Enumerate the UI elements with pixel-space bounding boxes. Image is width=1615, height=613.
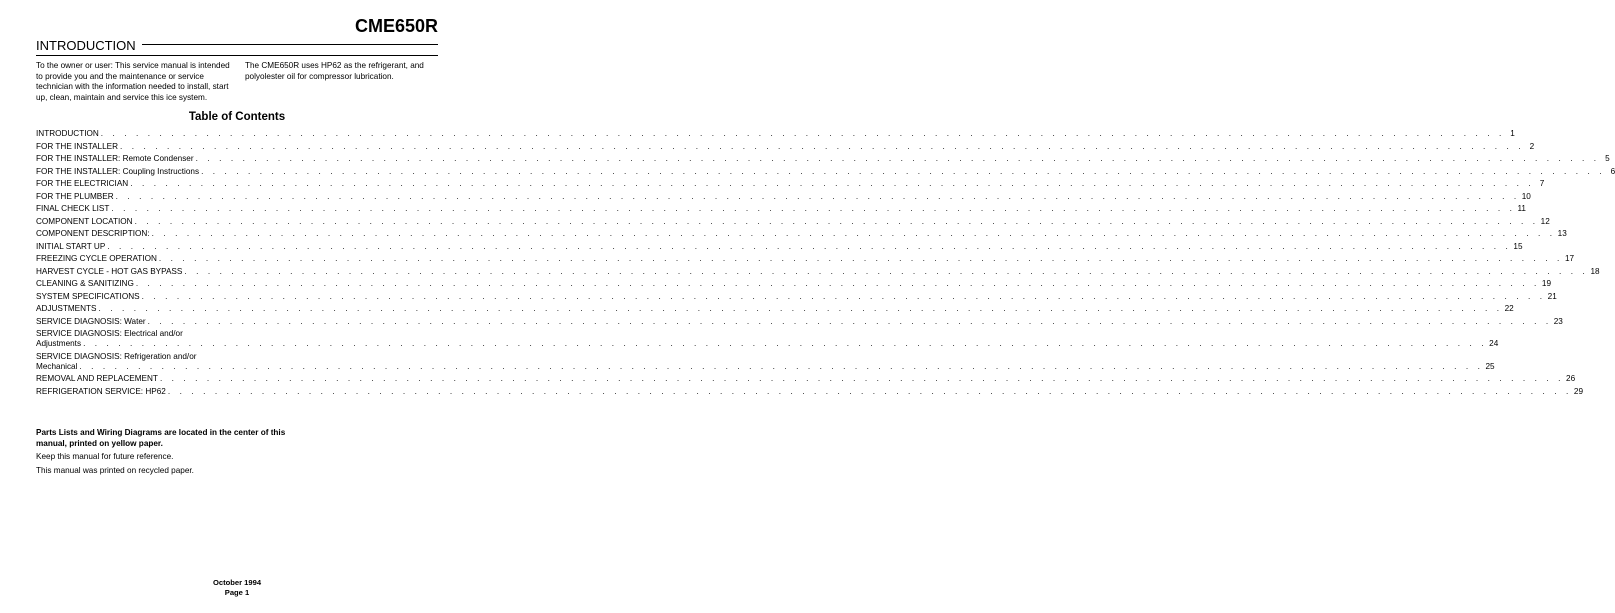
- toc-entry-label: HARVEST CYCLE - HOT GAS BYPASS: [36, 266, 183, 276]
- page-number: Page 1: [224, 587, 250, 597]
- toc-entry-page: 10: [1521, 191, 1531, 201]
- toc-entry: [36, 266, 1600, 279]
- toc-entry-label: SERVICE DIAGNOSIS: Water: [36, 316, 146, 326]
- toc-entry-label: FOR THE INSTALLER: Coupling Instructions: [36, 166, 200, 176]
- toc-entry: [36, 373, 1576, 386]
- parts-lists-note: Parts Lists and Wiring Diagrams are located in the center of this manual, printed on yellow paper.: [36, 428, 286, 448]
- toc-leader-dots: . . . . . . . . . . . . . . . . . . . . . . . . . . . . . . . . . . . . . . . . . . . . . . . . . . . . . . . . . . . . . . . . . . . . . . . . . . . . . . . . . . . . . . . . . . . . . . . . . . . . . . . . . . . . . . . . . . . . . . . .: [167, 386, 1572, 396]
- toc-entry-label: FOR THE INSTALLER: [36, 141, 119, 151]
- toc-entry: [36, 386, 1584, 399]
- toc-leader-dots: . . . . . . . . . . . . . . . . . . . . . . . . . . . . . . . . . . . . . . . . . . . . . . . . . . . . . . . . . . . . . . . . . . . . . . . . . . . . . . . . . . . . . . . . . . . . . . . . . . . . . . . . . . . . . . . . . . . . . . . .: [159, 374, 1565, 384]
- toc-leader-dots: . . . . . . . . . . . . . . . . . . . . . . . . . . . . . . . . . . . . . . . . . . . . . . . . . . . . . . . . . . . . . . . . . . . . . . . . . . . . . . . . . . . . . . . . . . . . . . . . . . . . . . . . . . . . . . . . . . . . . . . .: [195, 154, 1600, 164]
- toc-leader-dots: . . . . . . . . . . . . . . . . . . . . . . . . . . . . . . . . . . . . . . . . . . . . . . . . . . . . . . . . . . . . . . . . . . . . . . . . . . . . . . . . . . . . . . . . . . . . . . . . . . . . . . . . . . . . . . . . . . . . . . . .: [184, 266, 1589, 276]
- footer: [0, 578, 474, 597]
- toc-entry: [36, 316, 1563, 329]
- toc-entry-page: 11: [1517, 204, 1526, 214]
- recycled-paper-note: This manual was printed on recycled paper.: [36, 465, 194, 475]
- toc-leader-dots: . . . . . . . . . . . . . . . . . . . . . . . . . . . . . . . . . . . . . . . . . . . . . . . . . . . . . . . . . . . . . . . . . . . . . . . . . . . . . . . . . . . . . . . . . . . . . . . . . . . . . . . . . . . . . . . . . . . . . . . .: [134, 216, 1539, 226]
- toc-leader-dots: . . . . . . . . . . . . . . . . . . . . . . . . . . . . . . . . . . . . . . . . . . . . . . . . . . . . . . . . . . . . . . . . . . . . . . . . . . . . . . . . . . . . . . . . . . . . . . . . . . . . . . . . . . . . . . . . . . . . . . . .: [79, 361, 1484, 371]
- toc-leader-dots: . . . . . . . . . . . . . . . . . . . . . . . . . . . . . . . . . . . . . . . . . . . . . . . . . . . . . . . . . . . . . . . . . . . . . . . . . . . . . . . . . . . . . . . . . . . . . . . . . . . . . . . . . . . . . . . . . . . . . . . .: [120, 141, 1525, 151]
- toc-leader-dots: . . . . . . . . . . . . . . . . . . . . . . . . . . . . . . . . . . . . . . . . . . . . . . . . . . . . . . . . . . . . . . . . . . . . . . . . . . . . . . . . . . . . . . . . . . . . . . . . . . . . . . . . . . . . . . . . . . . . . . . .: [135, 279, 1540, 289]
- toc-entry: [36, 278, 1551, 291]
- toc-entry: [36, 241, 1523, 254]
- toc-entry-page: 17: [1564, 254, 1575, 264]
- toc-entry-page: 6: [1610, 166, 1615, 176]
- toc-leader-dots: . . . . . . . . . . . . . . . . . . . . . . . . . . . . . . . . . . . . . . . . . . . . . . . . . . . . . . . . . . . . . . . . . . . . . . . . . . . . . . . . . . . . . . . . . . . . . . . . . . . . . . . . . . . . . . . . . . . . . . . .: [83, 339, 1488, 349]
- toc-entry: [36, 178, 1545, 191]
- toc-entry-label: INITIAL START UP: [36, 241, 106, 251]
- toc-entry-page: 5: [1605, 154, 1610, 164]
- notes: [36, 428, 286, 479]
- toc-entry-line: [36, 361, 1495, 372]
- toc-entry-page: 22: [1504, 304, 1514, 314]
- toc-entry-label: FOR THE PLUMBER: [36, 191, 114, 201]
- toc-leader-dots: . . . . . . . . . . . . . . . . . . . . . . . . . . . . . . . . . . . . . . . . . . . . . . . . . . . . . . . . . . . . . . . . . . . . . . . . . . . . . . . . . . . . . . . . . . . . . . . . . . . . . . . . . . . . . . . . . . . . . . . .: [201, 166, 1606, 176]
- keep-manual-note: Keep this manual for future reference.: [36, 452, 174, 461]
- toc-entry-page: 21: [1547, 291, 1557, 301]
- toc-leader-dots: . . . . . . . . . . . . . . . . . . . . . . . . . . . . . . . . . . . . . . . . . . . . . . . . . . . . . . . . . . . . . . . . . . . . . . . . . . . . . . . . . . . . . . . . . . . . . . . . . . . . . . . . . . . . . . . . . . . . . . . .: [151, 229, 1556, 239]
- toc-entry-label: FINAL CHECK LIST: [36, 204, 110, 214]
- toc-entry-line: [36, 339, 1499, 349]
- toc-entry-label: ADJUSTMENTS: [36, 304, 97, 314]
- toc-entry-label: FREEZING CYCLE OPERATION: [36, 254, 157, 264]
- toc-entry-label: REFRIGERATION SERVICE: HP62: [36, 386, 166, 396]
- toc-entry-label: REMOVAL AND REPLACEMENT: [36, 374, 158, 384]
- toc-entry-label: CLEANING & SANITIZING: [36, 279, 134, 289]
- toc-entry-page: 1: [1510, 129, 1515, 139]
- toc-entry: [36, 253, 1575, 266]
- toc-entry-page: 26: [1566, 374, 1576, 384]
- toc-entry-page: 13: [1557, 229, 1567, 239]
- toc-leader-dots: . . . . . . . . . . . . . . . . . . . . . . . . . . . . . . . . . . . . . . . . . . . . . . . . . . . . . . . . . . . . . . . . . . . . . . . . . . . . . . . . . . . . . . . . . . . . . . . . . . . . . . . . . . . . . . . . . . . . . . . .: [158, 254, 1563, 264]
- section-title: INTRODUCTION: [36, 38, 142, 53]
- toc-entry-page: 23: [1553, 316, 1563, 326]
- toc-entry-page: 24: [1489, 339, 1499, 349]
- table-of-contents: [36, 128, 1615, 398]
- toc-entry-label: SYSTEM SPECIFICATIONS: [36, 291, 140, 301]
- toc-entry-label: FOR THE INSTALLER: Remote Condenser: [36, 154, 194, 164]
- toc-entry-page: 15: [1513, 241, 1523, 251]
- intro-right-text: The CME650R uses HP62 as the refrigerant, and polyolester oil for compressor lubrication.: [245, 61, 424, 81]
- toc-leader-dots: . . . . . . . . . . . . . . . . . . . . . . . . . . . . . . . . . . . . . . . . . . . . . . . . . . . . . . . . . . . . . . . . . . . . . . . . . . . . . . . . . . . . . . . . . . . . . . . . . . . . . . . . . . . . . . . . . . . . . . . .: [111, 204, 1516, 214]
- toc-entry-label: INTRODUCTION: [36, 129, 99, 139]
- toc-entry: [36, 216, 1550, 229]
- toc-entry: [36, 228, 1567, 241]
- toc-leader-dots: . . . . . . . . . . . . . . . . . . . . . . . . . . . . . . . . . . . . . . . . . . . . . . . . . . . . . . . . . . . . . . . . . . . . . . . . . . . . . . . . . . . . . . . . . . . . . . . . . . . . . . . . . . . . . . . . . . . . . . . .: [141, 291, 1546, 301]
- toc-entry: [36, 191, 1531, 204]
- toc-entry: [36, 128, 1515, 141]
- toc-leader-dots: . . . . . . . . . . . . . . . . . . . . . . . . . . . . . . . . . . . . . . . . . . . . . . . . . . . . . . . . . . . . . . . . . . . . . . . . . . . . . . . . . . . . . . . . . . . . . . . . . . . . . . . . . . . . . . . . . . . . . . . .: [107, 241, 1512, 251]
- intro-left-text: To the owner or user: This service manual is intended to provide you and the maintenance or service technician with the information needed to install, start up, clean, maintain and service this ice system.: [36, 61, 230, 102]
- toc-entry-page: 19: [1541, 279, 1551, 289]
- toc-leader-dots: . . . . . . . . . . . . . . . . . . . . . . . . . . . . . . . . . . . . . . . . . . . . . . . . . . . . . . . . . . . . . . . . . . . . . . . . . . . . . . . . . . . . . . . . . . . . . . . . . . . . . . . . . . . . . . . . . . . . . . . .: [100, 129, 1505, 139]
- toc-entry: [36, 141, 1535, 154]
- toc-entry: [36, 153, 1610, 166]
- toc-leader-dots: . . . . . . . . . . . . . . . . . . . . . . . . . . . . . . . . . . . . . . . . . . . . . . . . . . . . . . . . . . . . . . . . . . . . . . . . . . . . . . . . . . . . . . . . . . . . . . . . . . . . . . . . . . . . . . . . . . . . . . . .: [147, 316, 1552, 326]
- toc-entry-page: 2: [1529, 141, 1535, 151]
- toc-entry-label: SERVICE DIAGNOSIS: Electrical and/or: [36, 329, 183, 339]
- section-rule: [36, 55, 438, 56]
- toc-leader-dots: . . . . . . . . . . . . . . . . . . . . . . . . . . . . . . . . . . . . . . . . . . . . . . . . . . . . . . . . . . . . . . . . . . . . . . . . . . . . . . . . . . . . . . . . . . . . . . . . . . . . . . . . . . . . . . . . . . . . . . . .: [115, 191, 1520, 201]
- toc-entry-label: COMPONENT LOCATION: [36, 216, 133, 226]
- toc-entry-page: 7: [1539, 179, 1545, 189]
- toc-entry-page: 18: [1590, 266, 1600, 276]
- toc-entry-page: 25: [1485, 361, 1495, 371]
- toc-entry: [36, 291, 1557, 304]
- toc-entry-label: COMPONENT DESCRIPTION:: [36, 229, 150, 239]
- toc-entry: [36, 303, 1514, 316]
- toc-entry-label-continued: Mechanical: [36, 361, 78, 371]
- toc-entry-page: 12: [1540, 216, 1550, 226]
- toc-leader-dots: . . . . . . . . . . . . . . . . . . . . . . . . . . . . . . . . . . . . . . . . . . . . . . . . . . . . . . . . . . . . . . . . . . . . . . . . . . . . . . . . . . . . . . . . . . . . . . . . . . . . . . . . . . . . . . . . . . . . . . . .: [98, 304, 1503, 314]
- toc-entry: [36, 328, 1499, 351]
- toc-entry-label: FOR THE ELECTRICIAN: [36, 179, 129, 189]
- toc-entry-label-continued: Adjustments: [36, 339, 82, 349]
- toc-entry: [36, 351, 1495, 374]
- toc-leader-dots: . . . . . . . . . . . . . . . . . . . . . . . . . . . . . . . . . . . . . . . . . . . . . . . . . . . . . . . . . . . . . . . . . . . . . . . . . . . . . . . . . . . . . . . . . . . . . . . . . . . . . . . . . . . . . . . . . . . . . . . .: [130, 179, 1535, 189]
- toc-entry: [36, 203, 1526, 216]
- toc-entry-label: SERVICE DIAGNOSIS: Refrigeration and/or: [36, 351, 197, 361]
- toc-entry: [36, 166, 1615, 179]
- toc-title: Table of Contents: [188, 111, 286, 123]
- model-number: CME650R: [354, 16, 438, 36]
- footer-date: October 1994: [212, 578, 262, 587]
- toc-entry-page: 29: [1573, 386, 1584, 396]
